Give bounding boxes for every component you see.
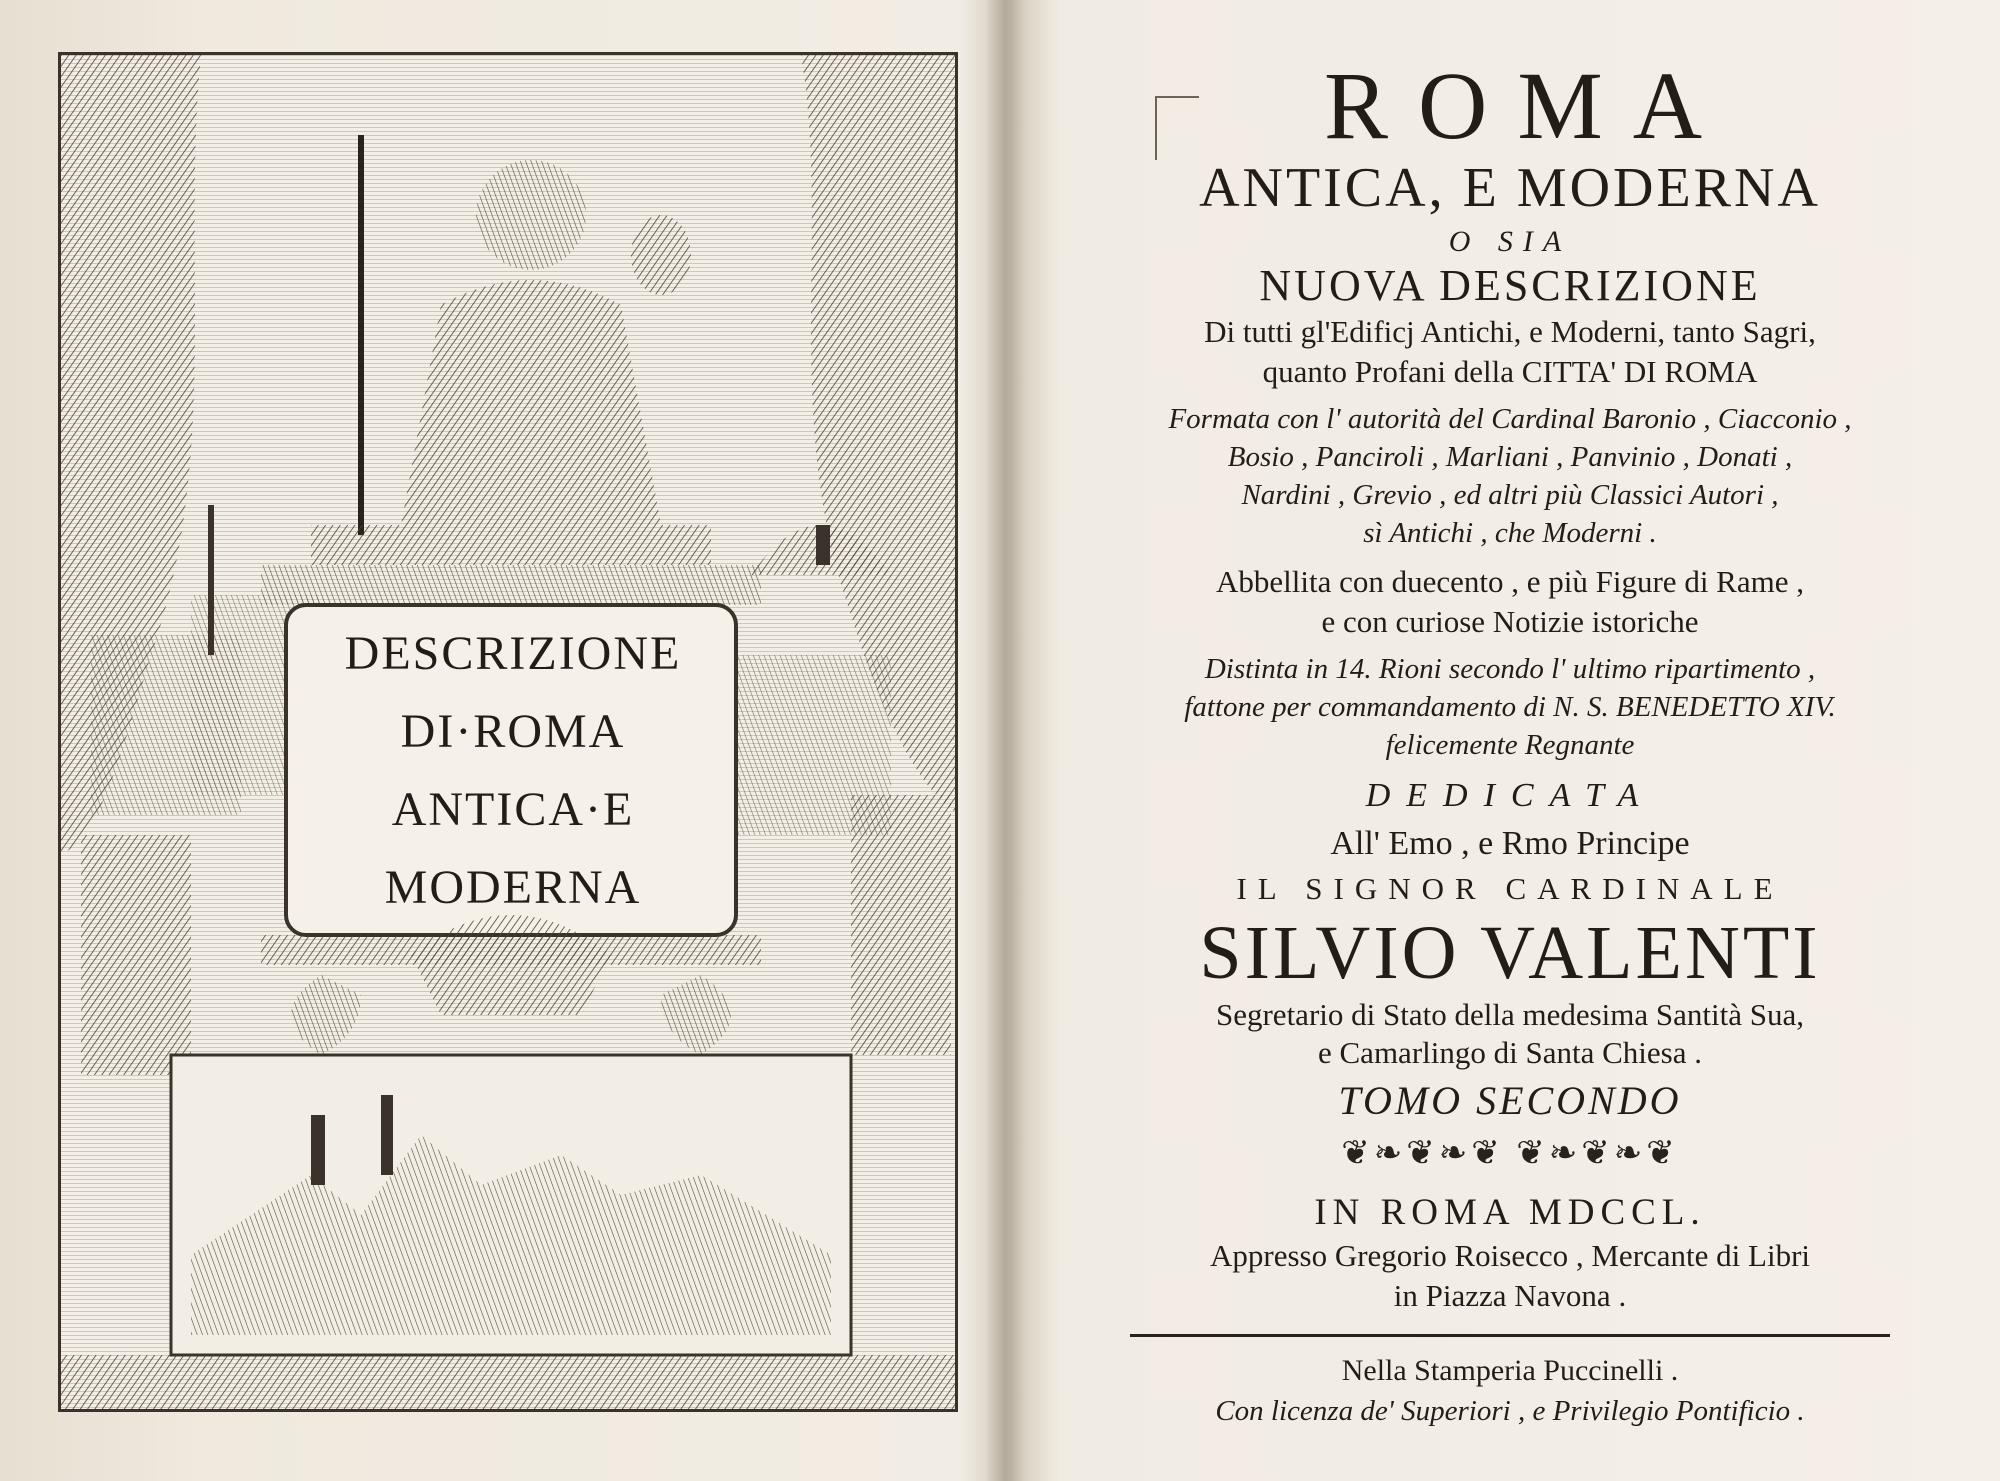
formata-line: sì Antichi , che Moderni . (1363, 517, 1657, 549)
abbellita-line: e con curiose Notizie istoriche (1321, 604, 1699, 639)
distinta-line: Distinta in 14. Rioni secondo l' ultimo ripartimento , (1204, 653, 1816, 685)
description-line: Di tutti gl'Edificj Antichi, e Moderni, tanto Sagri, (1204, 314, 1816, 349)
description-line: quanto Profani della CITTA' DI ROMA (1262, 354, 1758, 389)
title-antica-moderna: ANTICA, E MODERNA (1199, 157, 1821, 219)
title-roma: ROMA (1323, 52, 1733, 159)
dedicatee-name: SILVIO VALENTI (1199, 911, 1821, 995)
dedicatee-title: All' Emo , e Rmo Principe (1330, 825, 1690, 862)
formata-line: Formata con l' autorità del Cardinal Baronio , Ciacconio , (1168, 403, 1852, 435)
abbellita-line: Abbellita con duecento , e più Figure di Rame , (1216, 564, 1804, 599)
segretario-line: Segretario di Stato della medesima Santità Sua, (1215, 997, 1804, 1032)
appresso-line: in Piazza Navona . (1393, 1278, 1627, 1313)
book-gutter (985, 0, 1025, 1481)
distinta-line: felicemente Regnante (1385, 729, 1635, 761)
divider-rule (1130, 1334, 1890, 1337)
stamperia-line: Nella Stamperia Puccinelli . (1341, 1354, 1679, 1387)
distinta-line: fattone per commandamento di N. S. BENEDETTO XIV. (1184, 691, 1836, 723)
title-page (1060, 52, 1960, 1431)
formata-line: Bosio , Panciroli , Marliani , Panvinio , Donati , (1227, 441, 1793, 473)
printer-ornament-icon: ❦❧❦❧❦ ❦❧❦❧❦ (1341, 1135, 1679, 1172)
caption-line: ANTICA·E (391, 783, 635, 836)
dedicata-heading: DEDICATA (1365, 777, 1655, 814)
caption-line: MODERNA (384, 861, 642, 914)
title-nuova-descrizione: NUOVA DESCRIZIONE (1259, 261, 1761, 310)
segretario-line: e Camarlingo di Santa Chiesa . (1318, 1035, 1702, 1070)
frontispiece-engraving (58, 52, 958, 1412)
volume-label: TOMO SECONDO (1338, 1078, 1682, 1123)
title-o-sia: O SIA (1448, 225, 1572, 258)
appresso-line: Appresso Gregorio Roisecco , Mercante di Libri (1209, 1238, 1811, 1273)
engraving-caption (303, 615, 723, 927)
signor-cardinale: IL SIGNOR CARDINALE (1236, 871, 1784, 906)
caption-line: DI·ROMA (400, 705, 626, 758)
imprint-place-date: IN ROMA MDCCL. (1314, 1192, 1706, 1233)
caption-line: DESCRIZIONE (344, 627, 682, 680)
formata-line: Nardini , Grevio , ed altri più Classici Autori , (1241, 479, 1779, 511)
licenza-line: Con licenza de' Superiori , e Privilegio Pontificio . (1215, 1395, 1805, 1427)
